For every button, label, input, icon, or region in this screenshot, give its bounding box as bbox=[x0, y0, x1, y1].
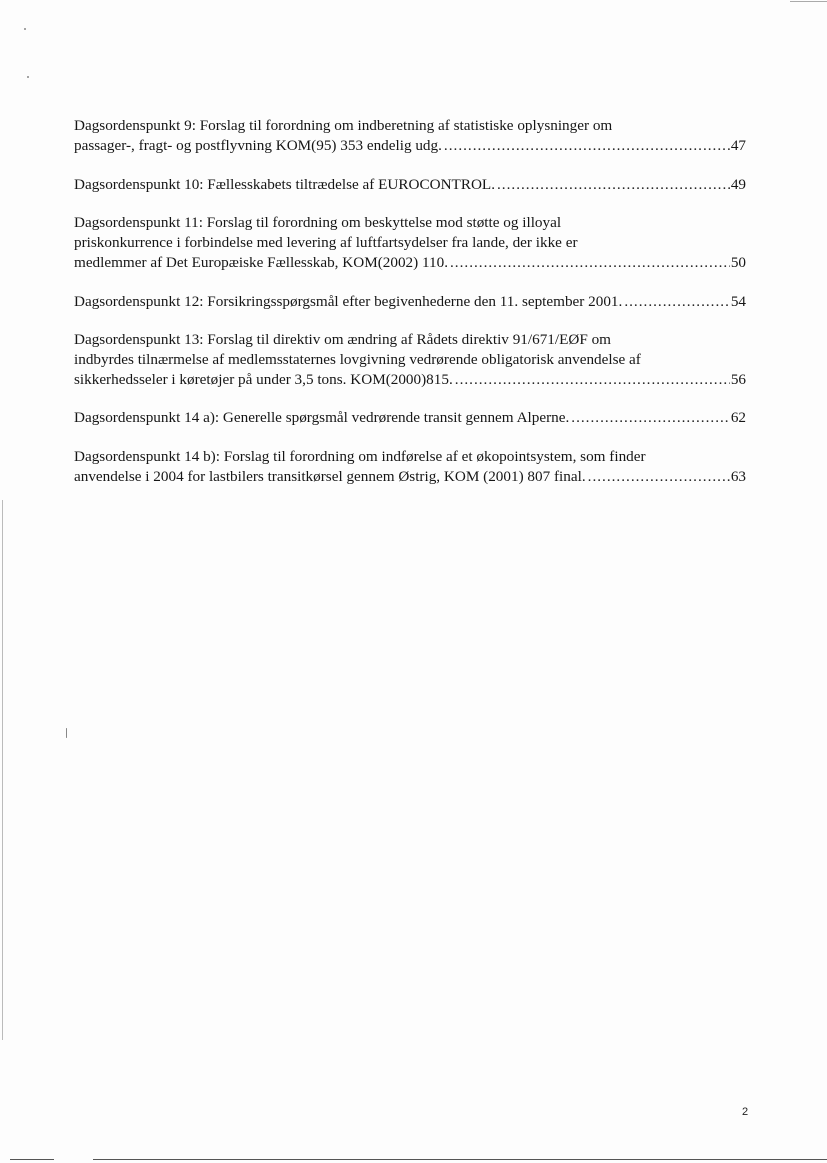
toc-entry-line: priskonkurrence i forbindelse med levering af luftfartsydelser fra lande, der ikke er bbox=[74, 234, 578, 251]
leader-dots bbox=[455, 370, 730, 390]
page-number: 2 bbox=[742, 1106, 749, 1118]
toc-entry-page: 56 bbox=[730, 371, 746, 388]
toc-entry-last-line bbox=[74, 408, 746, 428]
toc-entry-line: indbyrdes tilnærmelse af medlemsstaternes lovgivning vedrørende obligatorisk anvendelse af bbox=[74, 351, 641, 368]
scan-speck bbox=[24, 28, 26, 30]
toc-entry-text: Dagsordenspunkt 12: Forsikringsspørgsmål efter begivenhederne den 11. september 2001. bbox=[74, 293, 623, 310]
toc-entry-page: 63 bbox=[730, 468, 746, 485]
toc-entry-last-line bbox=[74, 370, 746, 390]
toc-entry bbox=[74, 330, 746, 390]
toc-entry-last-line bbox=[74, 292, 746, 312]
toc-entry-text: passager-, fragt- og postflyvning KOM(95) 353 endelig udg. bbox=[74, 137, 442, 154]
toc-entry bbox=[74, 116, 746, 156]
toc-entry bbox=[74, 213, 746, 273]
toc-entry-last-line bbox=[74, 175, 746, 195]
scan-artifact-bottom-line-left bbox=[10, 1159, 54, 1160]
toc-entry-line: Dagsordenspunkt 9: Forslag til forordning om indberetning af statistiske oplysninger om bbox=[74, 117, 613, 134]
toc-entry-text: sikkerhedsseler i køretøjer på under 3,5 tons. KOM(2000)815. bbox=[74, 371, 453, 388]
toc-entry-line: Dagsordenspunkt 13: Forslag til direktiv om ændring af Rådets direktiv 91/671/EØF om bbox=[74, 331, 611, 348]
leader-dots bbox=[450, 253, 730, 273]
toc-entry-line: Dagsordenspunkt 11: Forslag til forordning om beskyttelse mod støtte og illoyal bbox=[74, 214, 562, 231]
toc-entry-line: Dagsordenspunkt 14 b): Forslag til forordning om indførelse af et økopointsystem, som finder bbox=[74, 448, 646, 465]
toc-entry-text: medlemmer af Det Europæiske Fællesskab, KOM(2002) 110. bbox=[74, 254, 448, 271]
leader-dots bbox=[444, 136, 730, 156]
toc-entry-last-line bbox=[74, 467, 746, 487]
toc-entry bbox=[74, 292, 746, 312]
toc-entry-page: 54 bbox=[730, 293, 746, 310]
toc-entry-text: Dagsordenspunkt 10: Fællesskabets tiltrædelse af EUROCONTROL. bbox=[74, 176, 495, 193]
toc-entry-page: 49 bbox=[730, 176, 746, 193]
scan-artifact-top-right bbox=[790, 1, 827, 2]
toc-entry bbox=[74, 408, 746, 428]
scan-artifact-bottom-line bbox=[93, 1159, 827, 1160]
scan-speck bbox=[27, 76, 29, 78]
leader-dots bbox=[624, 292, 729, 312]
toc-entry bbox=[74, 447, 746, 487]
toc-entry-page: 47 bbox=[730, 137, 746, 154]
toc-entry-page: 62 bbox=[730, 409, 746, 426]
leader-dots bbox=[588, 467, 730, 487]
toc-entry-page: 50 bbox=[730, 254, 746, 271]
toc-entry-last-line bbox=[74, 253, 746, 273]
scan-artifact-left-edge bbox=[2, 500, 3, 1040]
scan-speck bbox=[66, 728, 67, 738]
toc-entry-text: anvendelse i 2004 for lastbilers transitkørsel gennem Østrig, KOM (2001) 807 final. bbox=[74, 468, 586, 485]
toc-entry-last-line bbox=[74, 136, 746, 156]
leader-dots bbox=[497, 175, 730, 195]
toc-entry-text: Dagsordenspunkt 14 a): Generelle spørgsmål vedrørende transit gennem Alperne. bbox=[74, 409, 570, 426]
leader-dots bbox=[571, 408, 730, 428]
toc-entry bbox=[74, 175, 746, 195]
